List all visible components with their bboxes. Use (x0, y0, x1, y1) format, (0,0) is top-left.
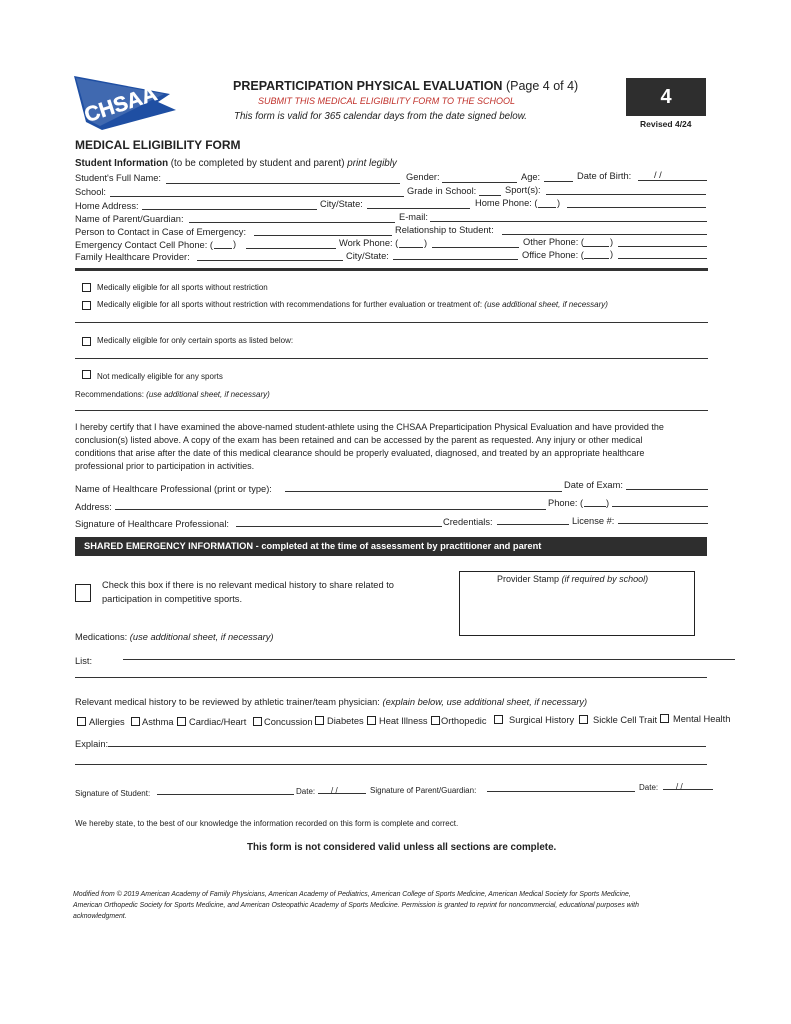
professional-phone-field[interactable] (612, 506, 708, 507)
no-history-checkbox[interactable] (75, 584, 91, 602)
home-phone-paren: ) (557, 198, 561, 208)
student-info-heading (75, 158, 397, 169)
professional-phone-paren: ) (606, 498, 610, 508)
section-title: MEDICAL ELIGIBILITY FORM (75, 138, 241, 152)
sports-field[interactable] (546, 194, 706, 195)
history-text: Relevant medical history to be reviewed by athletic trainer/team physician: (75, 697, 380, 707)
other-phone-field[interactable] (618, 246, 707, 247)
school-label: School: (75, 187, 107, 197)
surgical-history-label: Surgical History (509, 715, 575, 725)
office-phone-paren: ) (610, 249, 614, 259)
home-address-label: Home Address: (75, 201, 139, 211)
provider-stamp-label (497, 574, 648, 585)
certification-line-2: conclusion(s) listed above. A copy of the exam has been retained and can be accessed by the parent as requested. Any injury or other medical (75, 435, 643, 445)
date-exam-field[interactable] (626, 489, 708, 490)
age-label: Age: (521, 172, 541, 182)
medications-text: Medications: (75, 632, 128, 642)
dob-label: Date of Birth: (577, 171, 632, 181)
home-phone-field[interactable] (567, 207, 706, 208)
date-exam-label: Date of Exam: (564, 480, 623, 490)
shared-info-banner-text: SHARED EMERGENCY INFORMATION - completed at the time of assessment by practitioner and parent (84, 541, 542, 551)
recommendations-note: (use additional sheet, if necessary) (146, 390, 270, 399)
section-divider (75, 268, 708, 271)
emergency-cell-label: Emergency Contact Cell Phone: ( (75, 240, 213, 250)
student-date-field[interactable] (318, 793, 366, 794)
license-field[interactable] (618, 523, 708, 524)
parent-signature-label: Signature of Parent/Guardian: (370, 786, 477, 795)
recommendations-label (75, 389, 270, 400)
other-phone-area[interactable] (583, 246, 609, 247)
home-address-field[interactable] (142, 209, 317, 210)
heat-illness-checkbox[interactable] (367, 716, 376, 725)
gender-label: Gender: (406, 172, 440, 182)
credentials-label: Credentials: (443, 517, 493, 527)
orthopedic-label: Orthopedic (441, 716, 487, 726)
relationship-label: Relationship to Student: (395, 225, 494, 235)
no-history-line-2: participation in competitive sports. (102, 594, 243, 604)
form-validity: This form is valid for 365 calendar days from the date signed below. (234, 111, 527, 122)
asthma-checkbox[interactable] (131, 717, 140, 726)
parent-signature-field[interactable] (487, 791, 635, 792)
student-date-label: Date: (296, 787, 316, 796)
certification-line-3: conditions that arise after the date of this medical clearance should be properly evaluated, diagnosed, and treated by an appropriate healthcare (75, 448, 645, 458)
email-field[interactable] (430, 221, 707, 222)
medications-note: (use additional sheet, if necessary) (129, 632, 274, 642)
dob-slashes: / / (654, 170, 662, 180)
grade-field[interactable] (479, 195, 501, 196)
medications-list-field[interactable] (123, 659, 735, 660)
concussion-checkbox[interactable] (253, 717, 262, 726)
professional-phone-area[interactable] (584, 506, 606, 507)
eligible-recommendations-note: (use additional sheet, if necessary) (484, 300, 608, 309)
emergency-contact-field[interactable] (254, 235, 392, 236)
logo-text: CHSAA (81, 82, 160, 128)
footer-line-2: American Orthopedic Society for Sports Medicine, and American Osteopathic Academy of Sports Medicine. Permission is granted to reprint for noncommercial, educational purposes with (73, 902, 639, 909)
certain-sports-line[interactable] (75, 358, 708, 359)
revised-label: Revised 4/24 (640, 119, 692, 129)
footer-line-3: acknowledgment. (73, 913, 127, 920)
office-phone-area[interactable] (584, 258, 609, 259)
provider-stamp-text: Provider Stamp (497, 574, 560, 584)
form-title-main: PREPARTICIPATION PHYSICAL EVALUATION (233, 79, 503, 93)
mental-health-checkbox[interactable] (660, 714, 669, 723)
eligible-certain-label: Medically eligible for only certain sports as listed below: (97, 336, 294, 345)
work-phone-paren: ) (424, 238, 428, 248)
email-label: E-mail: (399, 212, 428, 222)
full-name-field[interactable] (166, 183, 400, 184)
page-badge: 4 (626, 78, 706, 116)
provider-stamp-note: (if required by school) (561, 574, 649, 584)
city-state-label-2: City/State: (346, 251, 389, 261)
no-history-line-1: Check this box if there is no relevant medical history to share related to (102, 580, 394, 590)
medications-list-field-2[interactable] (75, 677, 707, 678)
emergency-cell-field[interactable] (246, 248, 336, 249)
allergies-label: Allergies (89, 717, 125, 727)
professional-name-field[interactable] (285, 491, 562, 492)
diabetes-label: Diabetes (327, 716, 364, 726)
student-info-note: (to be completed by student and parent) (170, 158, 345, 169)
recommendations-field[interactable] (75, 410, 708, 411)
office-phone-field[interactable] (618, 258, 707, 259)
work-phone-label: Work Phone: ( (339, 238, 399, 248)
sports-label: Sport(s): (505, 185, 541, 195)
professional-address-label: Address: (75, 502, 112, 512)
orthopedic-checkbox[interactable] (431, 716, 440, 725)
history-label (75, 697, 587, 708)
grade-label: Grade in School: (407, 186, 477, 196)
cardiac-label: Cardiac/Heart (189, 717, 247, 727)
eligible-certain-checkbox[interactable] (82, 337, 91, 346)
validity-statement: This form is not considered valid unless all sections are complete. (247, 842, 557, 853)
student-info-title: Student Information (75, 158, 169, 169)
student-signature-field[interactable] (157, 794, 294, 795)
professional-signature-field[interactable] (236, 526, 442, 527)
diabetes-checkbox[interactable] (315, 716, 324, 725)
school-field[interactable] (110, 196, 404, 197)
provider-field[interactable] (197, 260, 343, 261)
cardiac-checkbox[interactable] (177, 717, 186, 726)
parent-name-label: Name of Parent/Guardian: (75, 214, 184, 224)
work-phone-area[interactable] (399, 247, 423, 248)
professional-signature-label: Signature of Healthcare Professional: (75, 519, 230, 529)
concussion-label: Concussion (264, 717, 313, 727)
sickle-cell-checkbox[interactable] (579, 715, 588, 724)
form-title-page: (Page 4 of 4) (505, 79, 579, 93)
city-state-label-1: City/State: (320, 199, 363, 209)
accuracy-statement: We hereby state, to the best of our knowledge the information recorded on this form is complete and correct. (75, 819, 459, 828)
credentials-field[interactable] (497, 524, 569, 525)
explain-field[interactable] (108, 746, 706, 747)
provider-label: Family Healthcare Provider: (75, 252, 190, 262)
relationship-field[interactable] (502, 234, 707, 235)
professional-phone-label: Phone: ( (548, 498, 584, 508)
eligible-recommendations-checkbox[interactable] (82, 301, 91, 310)
history-note: (explain below, use additional sheet, if necessary) (382, 697, 588, 707)
professional-name-label: Name of Healthcare Professional (print or type): (75, 484, 272, 494)
not-eligible-checkbox[interactable] (82, 370, 91, 379)
full-name-label: Student's Full Name: (75, 173, 162, 183)
emergency-cell-paren: ) (233, 239, 237, 249)
mental-health-label: Mental Health (673, 714, 731, 724)
student-date-slashes: / / (331, 786, 338, 795)
emergency-contact-label: Person to Contact in Case of Emergency: (75, 227, 247, 237)
city-state-field-2[interactable] (393, 259, 518, 260)
form-subtitle: SUBMIT THIS MEDICAL ELIGIBILITY FORM TO THE SCHOOL (258, 96, 516, 106)
shared-info-banner (75, 537, 707, 556)
eligible-all-label: Medically eligible for all sports without restriction (97, 283, 268, 292)
asthma-label: Asthma (142, 717, 174, 727)
medications-label (75, 632, 273, 643)
recommendations-text: Recommendations: (75, 390, 144, 399)
license-label: License #: (572, 516, 615, 526)
chsaa-logo (72, 72, 176, 132)
explain-field-2[interactable] (75, 764, 707, 765)
list-label: List: (75, 656, 93, 666)
allergies-checkbox[interactable] (77, 717, 86, 726)
heat-illness-label: Heat Illness (379, 716, 428, 726)
professional-address-field[interactable] (115, 509, 546, 510)
recommendations-line[interactable] (75, 322, 708, 323)
parent-date-slashes: / / (676, 782, 683, 791)
city-state-field-1[interactable] (367, 208, 470, 209)
student-signature-label: Signature of Student: (75, 789, 151, 798)
surgical-history-checkbox[interactable] (494, 715, 503, 724)
dob-field[interactable] (638, 180, 707, 181)
age-field[interactable] (544, 181, 573, 182)
parent-name-field[interactable] (189, 222, 395, 223)
parent-date-field[interactable] (663, 789, 713, 790)
other-phone-paren: ) (610, 237, 614, 247)
office-phone-label: Office Phone: ( (522, 250, 584, 260)
other-phone-label: Other Phone: ( (523, 237, 584, 247)
eligible-all-checkbox[interactable] (82, 283, 91, 292)
emergency-cell-area[interactable] (214, 248, 232, 249)
form-title (233, 79, 578, 94)
home-phone-label: Home Phone: ( (475, 198, 538, 208)
parent-date-label: Date: (639, 783, 659, 792)
eligible-recommendations-label (97, 299, 608, 310)
student-info-italic: print legibly (347, 158, 397, 169)
sickle-cell-label: Sickle Cell Trait (593, 715, 658, 725)
eligible-recommendations-text: Medically eligible for all sports without restriction with recommendations for further evaluation or treatment of: (97, 300, 483, 309)
explain-label: Explain: (75, 739, 109, 749)
gender-field[interactable] (442, 182, 517, 183)
home-phone-area[interactable] (538, 207, 556, 208)
certification-line-4: professional prior to participation in activities. (75, 461, 255, 471)
not-eligible-label: Not medically eligible for any sports (97, 372, 223, 381)
footer-line-1: Modified from © 2019 American Academy of Family Physicians, American Academy of Pediatrics, American College of Sports Medicine, American Medical Society for Sports Medicine, (73, 891, 631, 898)
certification-line-1: I hereby certify that I have examined the above-named student-athlete using the CHSAA Preparticipation Physical Evaluation and have provided the (75, 422, 664, 432)
work-phone-field[interactable] (432, 247, 519, 248)
